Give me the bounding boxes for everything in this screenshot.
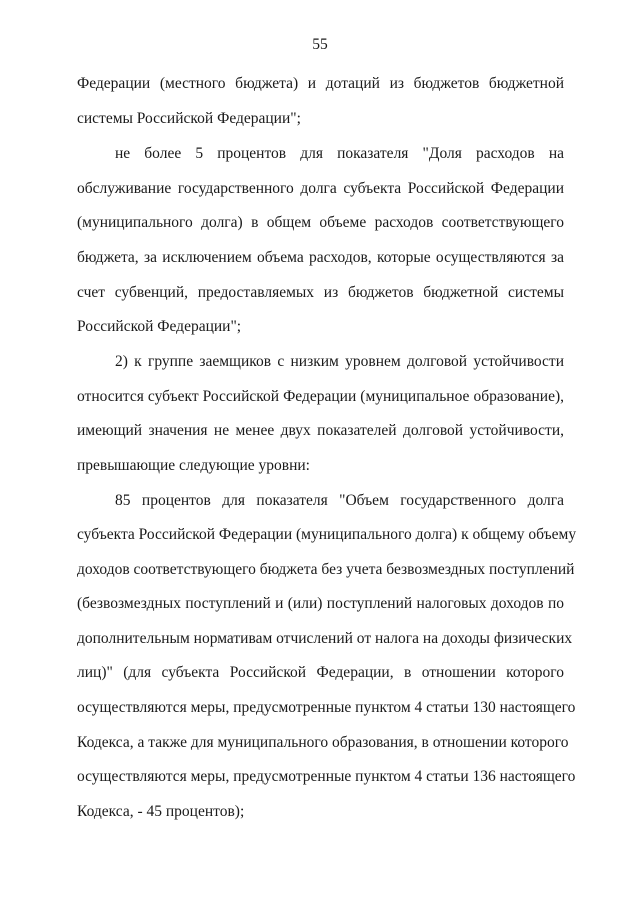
text-line: Российской Федерации"; bbox=[77, 318, 242, 335]
text-line: счет субвенций, предоставляемых из бюджетов бюджетной системы bbox=[77, 284, 564, 301]
text-line: дополнительным нормативам отчислений от налога на доходы физических bbox=[77, 630, 573, 647]
text-line: Кодекса, а также для муниципального образования, в отношении которого bbox=[77, 734, 569, 751]
text-line: относится субъект Российской Федерации (муниципальное образование), bbox=[77, 388, 564, 405]
text-line: обслуживание государственного долга субъекта Российской Федерации bbox=[77, 180, 564, 197]
text-line: осуществляются меры, предусмотренные пунктом 4 статьи 136 настоящего bbox=[77, 768, 576, 785]
text-line: 2) к группе заемщиков с низким уровнем долговой устойчивости bbox=[115, 353, 564, 370]
text-line: 85 процентов для показателя "Объем государственного долга bbox=[115, 492, 564, 509]
text-line: осуществляются меры, предусмотренные пунктом 4 статьи 130 настоящего bbox=[77, 699, 576, 716]
text-line: бюджета, за исключением объема расходов, которые осуществляются за bbox=[77, 249, 564, 266]
text-line: имеющий значения не менее двух показателей долговой устойчивости, bbox=[77, 422, 564, 439]
text-line: превышающие следующие уровни: bbox=[77, 457, 310, 474]
text-line: доходов соответствующего бюджета без учета безвозмездных поступлений bbox=[77, 561, 575, 578]
text-line: (безвозмездных поступлений и (или) поступлений налоговых доходов по bbox=[77, 595, 564, 612]
text-line: системы Российской Федерации"; bbox=[77, 110, 301, 127]
text-line: не более 5 процентов для показателя "Доля расходов на bbox=[115, 145, 564, 162]
text-line: (муниципального долга) в общем объеме расходов соответствующего bbox=[77, 214, 564, 231]
text-line: субъекта Российской Федерации (муниципального долга) к общему объему bbox=[77, 526, 577, 543]
text-line: Федерации (местного бюджета) и дотаций из бюджетов бюджетной bbox=[77, 75, 564, 92]
text-line: Кодекса, - 45 процентов); bbox=[77, 803, 245, 820]
page-number: 55 bbox=[312, 36, 328, 53]
text-line: лиц)" (для субъекта Российской Федерации, в отношении которого bbox=[77, 664, 564, 681]
